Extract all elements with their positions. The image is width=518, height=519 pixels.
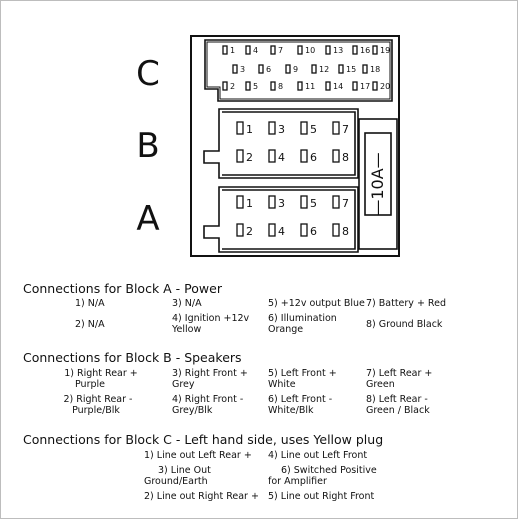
- block-b-pin6-line1: 6) Left Front -: [268, 394, 333, 405]
- block-b-pin8-line2: Green / Black: [366, 405, 430, 416]
- block-c-pin-6-number: 6: [266, 65, 272, 74]
- block-c-pin-17-number: 17: [360, 82, 371, 91]
- block-a-pin-5-number: 5: [310, 197, 317, 210]
- block-c-pin-15-slot: [339, 65, 343, 73]
- block-b-pin1-line1: 1) Right Rear +: [64, 368, 138, 379]
- block-a-pin3: 3) N/A: [172, 298, 202, 309]
- block-c-pin-13-number: 13: [333, 46, 344, 55]
- block-c-pin-1-slot: [223, 46, 227, 54]
- block-c-pin6-line2: for Amplifier: [268, 476, 327, 487]
- block-c-pin-5-slot: [246, 82, 250, 90]
- block-a-pin-5-slot: [301, 196, 307, 208]
- block-b-pin-3-number: 3: [278, 123, 285, 136]
- block-a-pin1: 1) N/A: [75, 298, 105, 309]
- block-c-pin-16-slot: [353, 46, 357, 54]
- block-c-pins: [223, 46, 390, 91]
- block-c-pin1: 1) Line out Left Rear +: [144, 450, 252, 461]
- block-b-pin2-line1: 2) Right Rear -: [63, 394, 133, 405]
- block-a-pin-4-number: 4: [278, 225, 285, 238]
- block-c-letter: C: [136, 54, 160, 94]
- block-b-pin2-line2: Purple/Blk: [72, 405, 120, 416]
- block-c-pin-11-slot: [298, 82, 302, 90]
- block-b-pin-2-slot: [237, 150, 243, 162]
- block-c-pin-5-number: 5: [253, 82, 259, 91]
- block-c-pin-8-slot: [271, 82, 275, 90]
- block-b-letter: B: [136, 126, 160, 166]
- block-b-pin3-line2: Grey: [172, 379, 195, 390]
- block-b-pin1-line2: Purple: [74, 379, 105, 390]
- block-a-pin4-line2: Yellow: [172, 324, 202, 335]
- block-c-pin-13-slot: [326, 46, 330, 54]
- block-b-pin-5-slot: [301, 122, 307, 134]
- block-c-pin-12-number: 12: [319, 65, 330, 74]
- block-a-pin-1-number: 1: [246, 197, 253, 210]
- block-b-pin6-line2: White/Blk: [268, 405, 314, 416]
- block-a-pin-7-number: 7: [342, 197, 349, 210]
- block-a-pin2: 2) N/A: [75, 319, 105, 330]
- block-c-pin-18-number: 18: [370, 65, 381, 74]
- block-b-pin-2-number: 2: [246, 151, 253, 164]
- iso-connector-diagram: [1, 1, 518, 271]
- block-c-pin-15-number: 15: [346, 65, 357, 74]
- block-a-pin-3-slot: [269, 196, 275, 208]
- block-c-pin6: [268, 465, 377, 487]
- block-b-pin8-line1: 8) Left Rear -: [366, 394, 428, 405]
- block-a-pin5: 5) +12v output Blue: [268, 298, 365, 309]
- block-a-pin-3-number: 3: [278, 197, 285, 210]
- block-b-pin4: [172, 394, 243, 416]
- block-c-pin3-line1: 3) Line Out: [158, 465, 211, 476]
- block-c-pin-20-slot: [373, 82, 377, 90]
- block-c-pin-3-number: 3: [240, 65, 246, 74]
- block-a-pin8: 8) Ground Black: [366, 319, 443, 330]
- block-b-pin4-line2: Grey/Blk: [172, 405, 213, 416]
- block-c-pin-17-slot: [353, 82, 357, 90]
- block-b-pin5-line1: 5) Left Front +: [268, 368, 337, 379]
- block-c-pin-18-slot: [363, 65, 367, 73]
- block-b-pin-4-number: 4: [278, 151, 285, 164]
- block-b-pin7: [366, 368, 432, 390]
- block-b-pin7-line2: Green: [366, 379, 395, 390]
- block-c-pin-9-number: 9: [293, 65, 299, 74]
- block-b-pin2: [53, 394, 143, 416]
- block-c-pin4: 4) Line out Left Front: [268, 450, 368, 461]
- block-b-pin-8-number: 8: [342, 151, 349, 164]
- block-b-pin-6-slot: [301, 150, 307, 162]
- block-c-pin-10-slot: [298, 46, 302, 54]
- block-c-pin3: [144, 465, 211, 487]
- block-b-pins: [237, 122, 349, 164]
- block-b-pin-5-number: 5: [310, 123, 317, 136]
- block-c-pin-6-slot: [259, 65, 263, 73]
- block-c-pin-12-slot: [312, 65, 316, 73]
- block-b-shell: [204, 109, 358, 178]
- block-b-pin7-line1: 7) Left Rear +: [366, 368, 433, 379]
- block-b-pin-1-slot: [237, 122, 243, 134]
- block-c-pin6-line1: 6) Switched Positive: [281, 465, 377, 476]
- block-c-heading: Connections for Block C - Left hand side, uses Yellow plug: [23, 432, 384, 447]
- block-c-pin-3-slot: [233, 65, 237, 73]
- block-c-pin-14-slot: [326, 82, 330, 90]
- block-c-pin-2-slot: [223, 82, 227, 90]
- block-a-pin-2-number: 2: [246, 225, 253, 238]
- block-c-pin-16-number: 16: [360, 46, 371, 55]
- block-a-pin-1-slot: [237, 196, 243, 208]
- block-a-pin4: [172, 313, 249, 335]
- block-a-pin-6-number: 6: [310, 225, 317, 238]
- block-c-pin-7-slot: [271, 46, 275, 54]
- block-c-pin2: 2) Line out Right Rear +: [144, 491, 259, 502]
- block-b-pin-7-slot: [333, 122, 339, 134]
- block-b-pin-6-number: 6: [310, 151, 317, 164]
- block-c-pin3-line2: Ground/Earth: [144, 476, 208, 487]
- block-c-pin5: 5) Line out Right Front: [268, 491, 375, 502]
- block-a-pin6-line2: Orange: [268, 324, 304, 335]
- block-b-pin-8-slot: [333, 150, 339, 162]
- block-c-pin-9-slot: [286, 65, 290, 73]
- block-b-pin1: [61, 368, 141, 390]
- block-a-pin-7-slot: [333, 196, 339, 208]
- block-b-pin-4-slot: [269, 150, 275, 162]
- block-b-pin-1-number: 1: [246, 123, 253, 136]
- block-c-pin-14-number: 14: [333, 82, 344, 91]
- block-a-pin-6-slot: [301, 224, 307, 236]
- block-a-pin6-line1: 6) Illumination: [268, 313, 337, 324]
- block-c-pin-19-slot: [373, 46, 377, 54]
- block-b-pin3-line1: 3) Right Front +: [172, 368, 248, 379]
- block-c-pin-4-number: 4: [253, 46, 259, 55]
- block-c-pin-11-number: 11: [305, 82, 316, 91]
- block-b-heading: Connections for Block B - Speakers: [23, 350, 242, 365]
- block-a-pin-8-number: 8: [342, 225, 349, 238]
- block-c-pin-7-number: 7: [278, 46, 284, 55]
- block-b-pin-3-slot: [269, 122, 275, 134]
- block-a-pin6: [268, 313, 337, 335]
- block-b-pin6: [268, 394, 332, 416]
- block-a-pin-2-slot: [237, 224, 243, 236]
- block-a-pin7: 7) Battery + Red: [366, 298, 446, 309]
- block-a-pin-8-slot: [333, 224, 339, 236]
- block-b-pin3: [172, 368, 248, 390]
- block-c-pin-8-number: 8: [278, 82, 284, 91]
- block-a-pin-4-slot: [269, 224, 275, 236]
- block-c-pin-4-slot: [246, 46, 250, 54]
- block-b-pin5: [268, 368, 337, 390]
- block-a-pins: [237, 196, 349, 238]
- fuse-label: —10A—: [368, 152, 387, 216]
- block-c-pin-19-number: 19: [380, 46, 391, 55]
- block-c-pin-1-number: 1: [230, 46, 236, 55]
- block-b-pin5-line2: White: [268, 379, 296, 390]
- block-a-pin4-line1: 4) Ignition +12v: [172, 313, 250, 324]
- block-c-pin-20-number: 20: [380, 82, 391, 91]
- block-a-letter: A: [136, 199, 160, 239]
- block-b-pin-7-number: 7: [342, 123, 349, 136]
- block-b-pin4-line1: 4) Right Front -: [172, 394, 244, 405]
- block-c-pin-10-number: 10: [305, 46, 316, 55]
- block-b-pin8: [366, 394, 430, 416]
- block-c-pin-2-number: 2: [230, 82, 236, 91]
- block-a-heading: Connections for Block A - Power: [23, 281, 222, 296]
